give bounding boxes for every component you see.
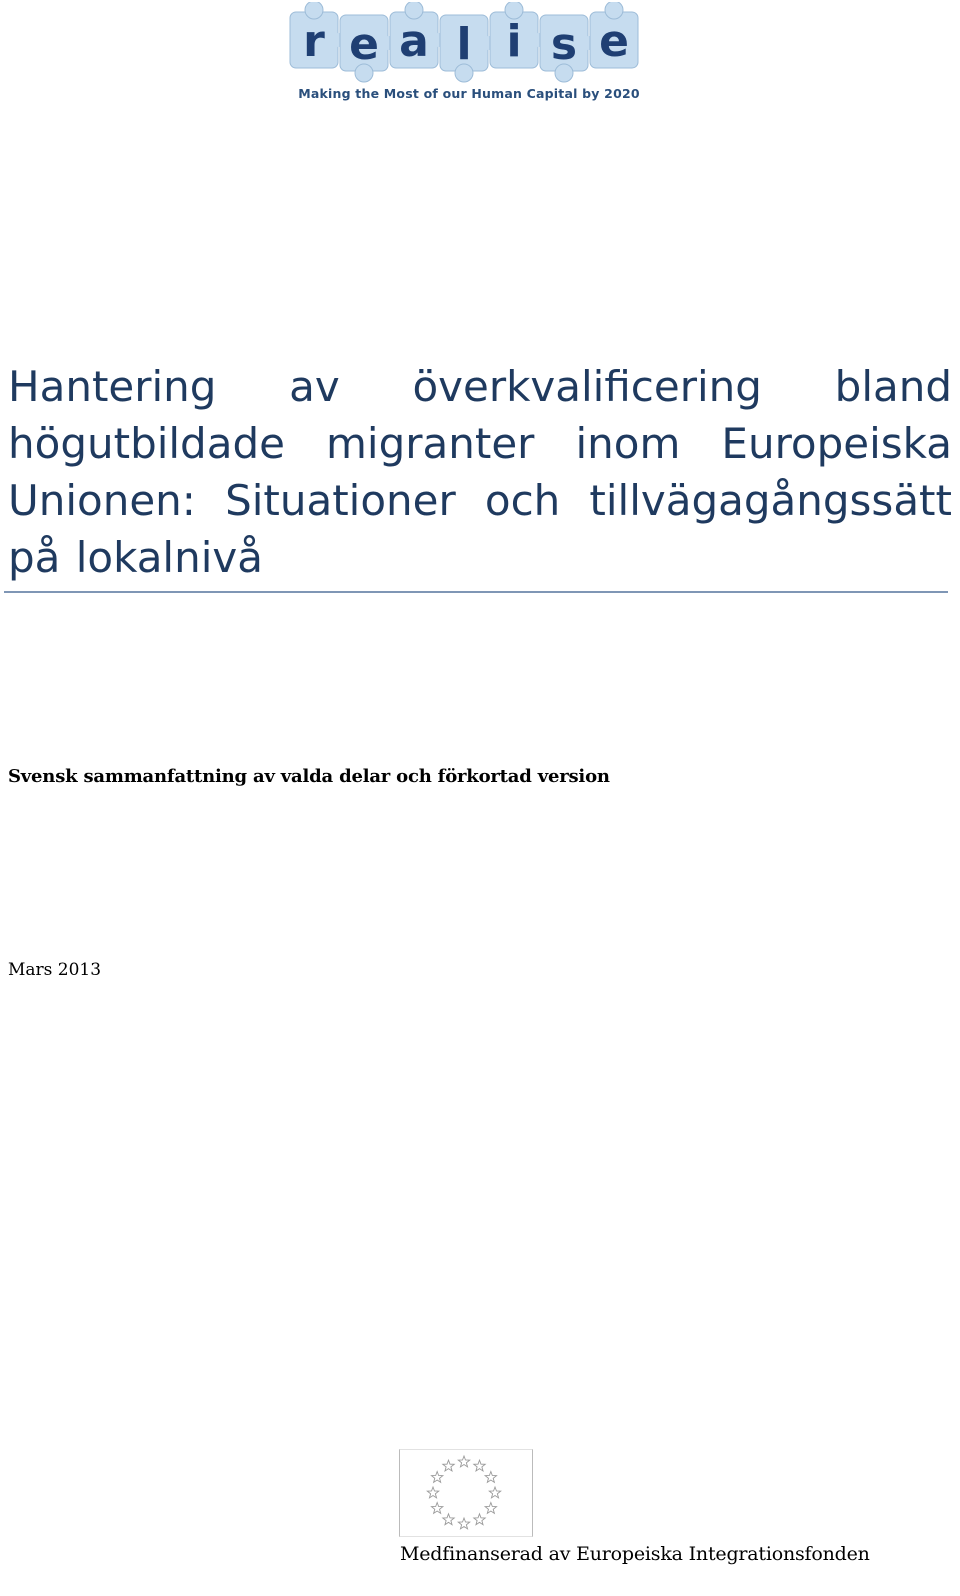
logo-letter: l xyxy=(456,19,472,70)
logo-puzzle-piece xyxy=(390,2,446,68)
eu-star-icon xyxy=(474,1460,485,1471)
logo-puzzle-piece xyxy=(340,15,396,82)
logo-letter: e xyxy=(599,16,629,67)
logo-letter: e xyxy=(349,19,379,70)
eu-flag xyxy=(399,1449,533,1537)
logo-puzzle-piece xyxy=(440,15,496,82)
puzzle-logo-icon xyxy=(282,2,656,86)
eu-flag-icon xyxy=(400,1450,532,1536)
eu-star-icon xyxy=(458,1518,469,1529)
eu-star-icon xyxy=(443,1460,454,1471)
eu-star-icon xyxy=(474,1514,485,1525)
eu-star-icon xyxy=(431,1503,442,1514)
document-subtitle: Svensk sammanfattning av valda delar och förkortad version xyxy=(8,766,610,787)
logo-puzzle-piece xyxy=(490,2,546,68)
eu-star-icon xyxy=(489,1487,500,1498)
eu-star-icon xyxy=(485,1472,496,1483)
eu-star-icon xyxy=(427,1487,438,1498)
eu-star-icon xyxy=(443,1514,454,1525)
document-title: Hantering av överkvalificering bland högutbildade migranter inom Europeiska Unionen: Situationer och tillvägagångssätt på lokalnivå xyxy=(8,362,952,582)
realise-logo xyxy=(282,2,656,106)
title-divider xyxy=(4,591,948,593)
funding-statement: Medfinanserad av Europeiska Integrationsfonden xyxy=(400,1543,870,1565)
logo-tagline: Making the Most of our Human Capital by 2020 xyxy=(298,86,640,101)
logo-puzzle-piece xyxy=(540,15,596,82)
logo-letter: s xyxy=(550,19,578,70)
publication-date: Mars 2013 xyxy=(8,960,102,980)
eu-star-icon xyxy=(458,1456,469,1467)
logo-letter: i xyxy=(506,16,522,67)
logo-puzzle-piece xyxy=(290,2,346,68)
eu-star-icon xyxy=(485,1503,496,1514)
logo-puzzle-piece xyxy=(590,2,638,68)
logo-letter: a xyxy=(399,16,429,67)
logo-letter: r xyxy=(303,16,325,67)
eu-star-icon xyxy=(431,1472,442,1483)
